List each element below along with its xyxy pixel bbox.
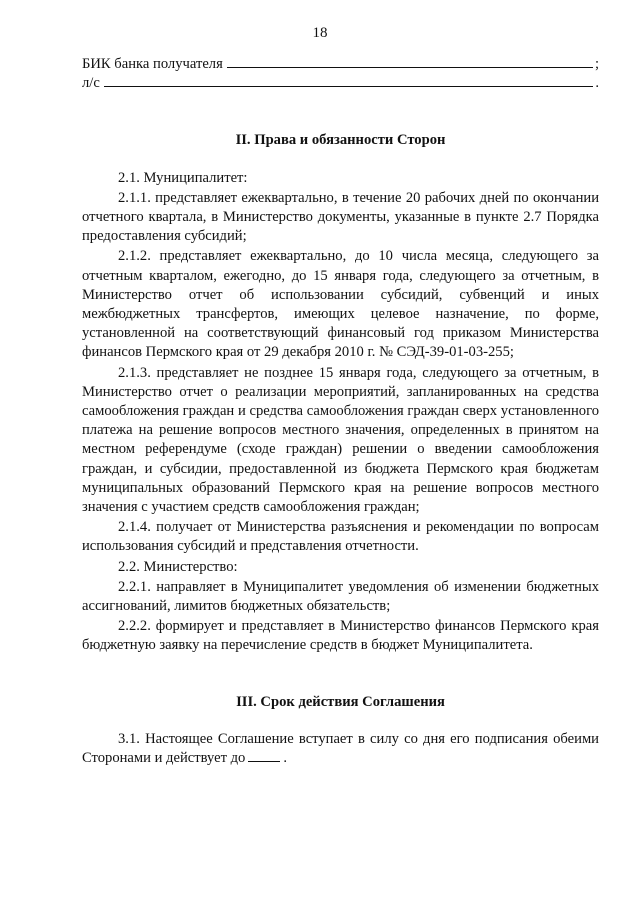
paragraph-3-1-text: 3.1. Настоящее Соглашение вступает в силу со дня его подписания обеими Сторонами и действует до bbox=[82, 730, 599, 767]
ls-end: . bbox=[595, 75, 599, 92]
bik-blank-line bbox=[227, 66, 593, 68]
paragraph-2-1: 2.1. Муниципалитет: bbox=[118, 169, 248, 186]
ls-label: л/с bbox=[82, 75, 100, 92]
section-3-title: III. Срок действия Соглашения bbox=[236, 693, 445, 710]
paragraph-2-2-1: 2.2.1. направляет в Муниципалитет уведомления об изменении бюджетных ассигнований, лимитов бюджетных обязательств; bbox=[82, 578, 599, 615]
paragraph-2-1-2: 2.1.2. представляет ежеквартально, до 10 числа месяца, следующего за отчетным кварталом, ежегодно, до 15 января года, следующего за отчетным, в Министерство отчет об использовании субсидий, субвенций и иных межбюджетных трансфертов, имеющих целевое назначение, по форме, установленной на соответствующий финансовый год приказом Министерства финансов Пермского края от 29 декабря 2010 г. № СЭД-39-01-03-255; bbox=[82, 248, 599, 361]
ls-field bbox=[82, 74, 599, 93]
paragraph-2-1-4: 2.1.4. получает от Министерства разъяснения и рекомендации по вопросам использования субсидий и представления отчетности. bbox=[82, 519, 599, 555]
page-number: 18 bbox=[312, 25, 328, 41]
document-body bbox=[82, 55, 599, 768]
paragraph-3-1 bbox=[82, 730, 599, 768]
bik-field bbox=[82, 55, 599, 74]
paragraph-3-1-end: . bbox=[283, 750, 288, 767]
section-2-title: II. Права и обязанности Сторон bbox=[235, 132, 446, 149]
paragraph-2-1-3: 2.1.3. представляет не позднее 15 января года, следующего за отчетным, в Министерство отчет о реализации мероприятий, запланированных на средства самообложения граждан и средства самообложения граждан сверх установленного платежа на решение вопросов местного значения, определенных в принятом на местном референдуме (сходе граждан) решении о введении самообложения граждан, и субсидии, предоставленной из бюджета Пермского края бюджетам муниципальных образований Пермского края на решение вопросов местного значения с участием средств самообложения граждан; bbox=[82, 364, 599, 516]
paragraph-2-2: 2.2. Министерство: bbox=[118, 558, 238, 575]
bik-end: ; bbox=[594, 56, 599, 72]
bik-label: БИК банка получателя bbox=[82, 56, 223, 72]
ls-blank-line bbox=[104, 85, 594, 87]
term-blank bbox=[248, 749, 280, 762]
paragraph-2-1-1: 2.1.1. представляет ежеквартально, в течение 20 рабочих дней по окончании отчетного квартала, в Министерство документы, указанные в пункте 2.7 Порядка предоставления субсидий; bbox=[82, 189, 599, 245]
paragraph-2-2-2: 2.2.2. формирует и представляет в Министерство финансов Пермского края бюджетную заявку на перечисление средств в бюджет Муниципалитета. bbox=[82, 618, 599, 654]
